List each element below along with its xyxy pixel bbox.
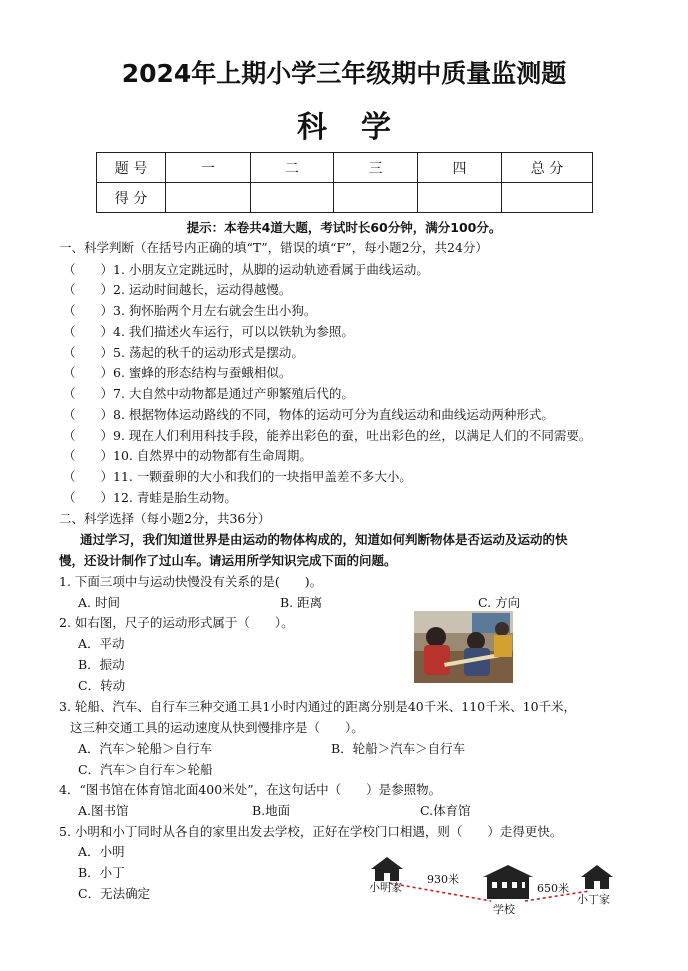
table-cell: 题 号 [97, 153, 166, 183]
xiaoding-label: 小丁家 [577, 893, 610, 906]
option-c: C．转动 [78, 678, 126, 693]
score-cell[interactable] [418, 183, 502, 213]
classroom-ruler-photo [414, 611, 513, 683]
question-3: 3. 轮船、汽车、自行车三种交通工具1小时内通过的距离分别是40千米、110千米、10千米， [59, 699, 577, 714]
subject-title: 科学 [297, 110, 425, 145]
table-row [97, 183, 593, 213]
table-cell: 二 [251, 153, 334, 183]
section2-intro: 通过学习，我们知道世界是由运动的物体构成的，知道如何判断物体是否运动及运动的快 [80, 532, 568, 547]
judgement-item: （ ）7. 大自然中动物都是通过产卵繁殖后代的。 [63, 386, 354, 401]
option-b: B．振动 [78, 657, 125, 672]
distance-1-label: 930米 [427, 873, 459, 886]
route-diagram [365, 855, 625, 917]
xiaoming-house-icon [371, 857, 403, 881]
judgement-item: （ ）6. 蜜蜂的形态结构与蚕蛾相似。 [63, 365, 292, 380]
judgement-item: （ ）8. 根据物体运动路线的不同，物体的运动可分为直线运动和曲线运动两种形式。 [63, 407, 554, 422]
table-cell: 三 [334, 153, 418, 183]
option-a: A．小明 [78, 844, 125, 859]
judgement-item: （ ）3. 狗怀胎两个月左右就会生出小狗。 [63, 303, 317, 318]
question-5: 5. 小明和小丁同时从各自的家里出发去学校，正好在学校门口相遇，则（ ）走得更快。 [59, 824, 563, 839]
question-4: 4．“图书馆在体育馆北面400米处”，在这句话中（ ）是参照物。 [59, 782, 442, 797]
judgement-item: （ ）4. 我们描述火车运行，可以以铁轨为参照。 [63, 324, 354, 339]
judgement-item: （ ）12. 青蛙是胎生动物。 [63, 490, 237, 505]
option-c: C. 方向 [478, 595, 521, 610]
option-a: A. 时间 [78, 595, 120, 610]
score-cell[interactable] [334, 183, 418, 213]
option-b: B．小丁 [78, 865, 125, 880]
section1-heading: 一、科学判断（在括号内正确的填“T”，错误的填“F”，每小题2分，共24分） [59, 240, 488, 255]
distance-2-label: 650米 [537, 882, 569, 895]
exam-tip: 提示：本卷共4道大题，考试时长60分钟，满分100分。 [186, 220, 502, 235]
judgement-item: （ ）11. 一颗蚕卵的大小和我们的一块指甲盖差不多大小。 [63, 469, 412, 484]
score-table [96, 152, 593, 213]
question-2: 2. 如右图，尺子的运动形式属于（ ）。 [59, 615, 294, 630]
judgement-item: （ ）2. 运动时间越长，运动得越慢。 [63, 282, 292, 297]
option-b: B．轮船＞汽车＞自行车 [331, 741, 466, 756]
question-1: 1. 下面三项中与运动快慢没有关系的是( )。 [59, 574, 323, 589]
option-a: A．平动 [78, 636, 125, 651]
page-title: 2024年上期小学三年级期中质量监测题 [121, 59, 567, 88]
xiaoding-house-icon [581, 865, 613, 889]
xiaoming-label: 小明家 [369, 881, 402, 894]
option-c: C．汽车＞自行车＞轮船 [78, 762, 213, 777]
table-row [97, 153, 593, 183]
option-a: A．汽车＞轮船＞自行车 [78, 741, 213, 756]
school-label: 学校 [493, 903, 515, 916]
table-cell: 一 [166, 153, 251, 183]
option-c: C.体育馆 [420, 803, 471, 818]
option-b: B. 距离 [280, 595, 323, 610]
judgement-item: （ ）5. 荡起的秋千的运动形式是摆动。 [63, 345, 304, 360]
table-cell: 四 [418, 153, 502, 183]
judgement-item: （ ）10. 自然界中的动物都有生命周期。 [63, 448, 312, 463]
option-b: B.地面 [252, 803, 291, 818]
school-icon [483, 865, 533, 899]
table-cell: 得 分 [97, 183, 166, 213]
option-a: A.图书馆 [78, 803, 129, 818]
judgement-item: （ ）9. 现在人们利用科技手段，能养出彩色的蚕，吐出彩色的丝，以满足人们的不同需要。 [63, 428, 592, 443]
score-cell[interactable] [251, 183, 334, 213]
score-cell[interactable] [502, 183, 593, 213]
section2-intro: 慢，还设计制作了过山车。请运用所学知识完成下面的问题。 [59, 553, 397, 568]
question-3-cont: 这三种交通工具的运动速度从快到慢排序是（ ）。 [70, 720, 364, 735]
option-c: C．无法确定 [78, 886, 151, 901]
section2-heading: 二、科学选择（每小题2分，共36分） [59, 511, 271, 526]
table-cell: 总 分 [502, 153, 593, 183]
judgement-item: （ ）1. 小朋友立定跳远时，从脚的运动轨迹看属于曲线运动。 [63, 262, 429, 277]
score-cell[interactable] [166, 183, 251, 213]
